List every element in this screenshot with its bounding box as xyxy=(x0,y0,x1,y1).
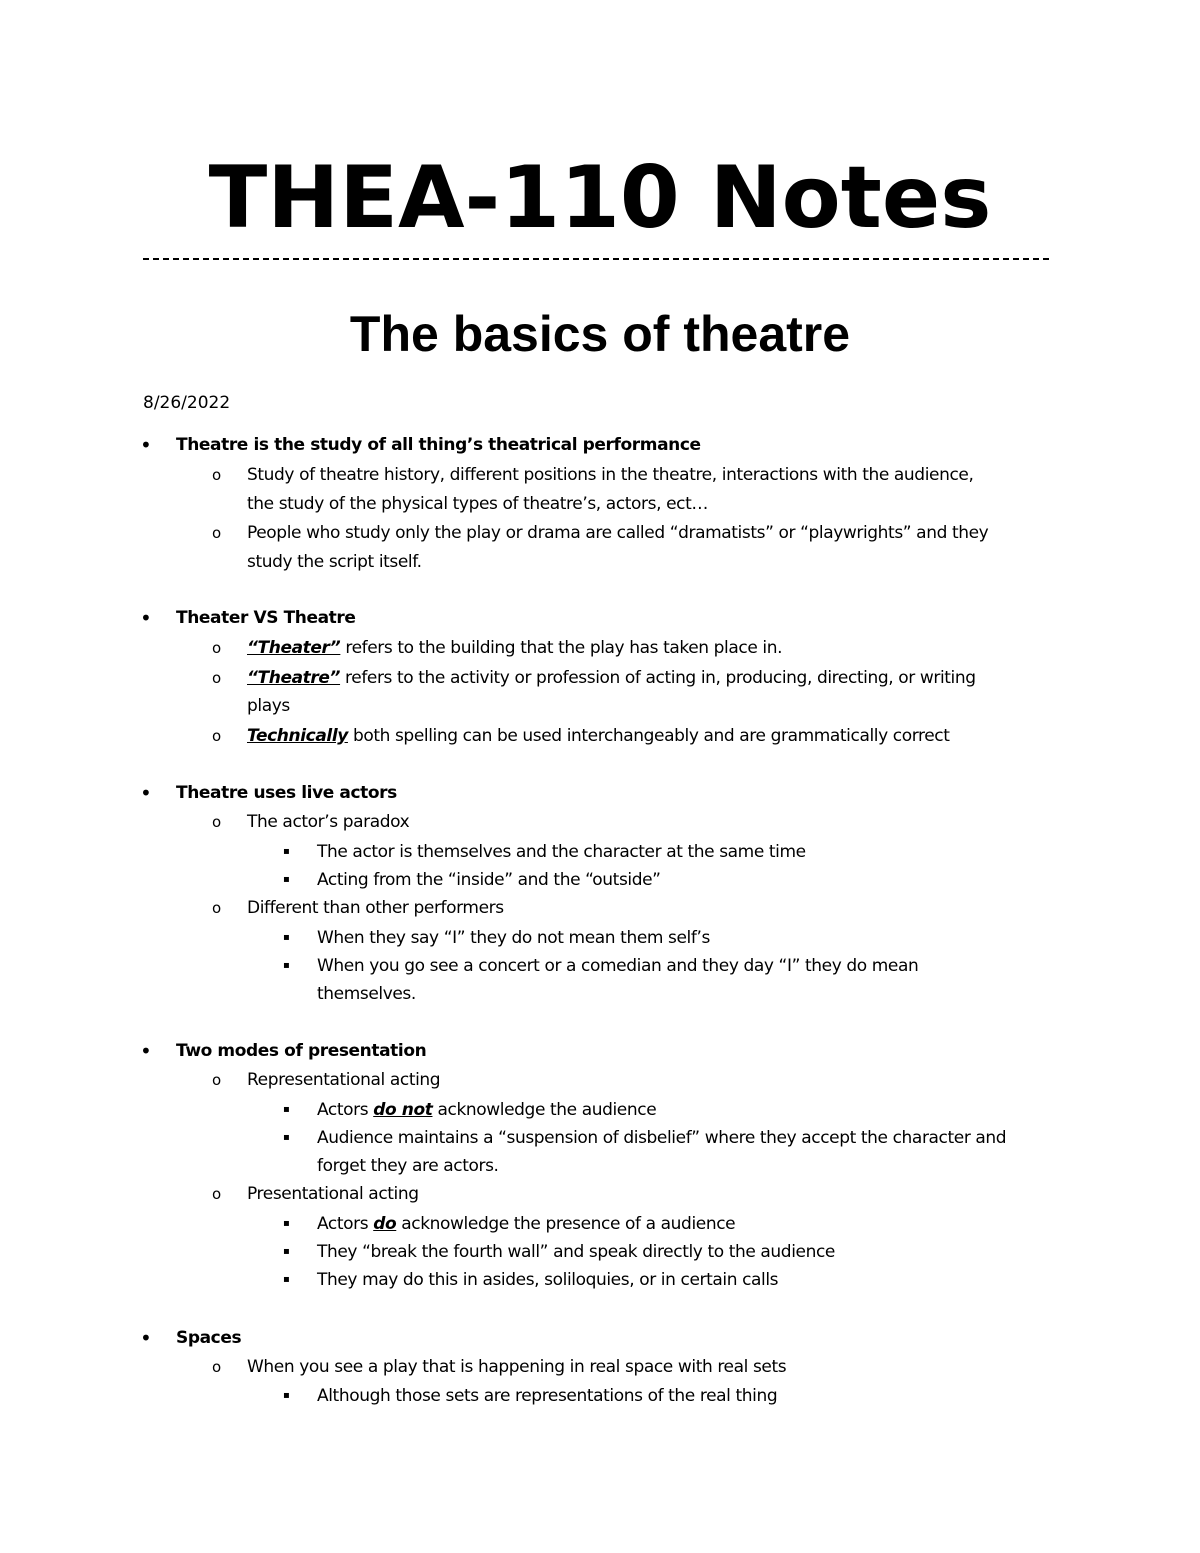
nested-item: They may do this in asides, soliloquies, or in certain calls xyxy=(317,1270,779,1290)
sub-bullet-marker: o xyxy=(212,669,222,687)
sub-bullet-marker: o xyxy=(212,813,222,831)
nested-item: When they say “I” they do not mean them self’s xyxy=(317,928,710,948)
sub-bullet-marker: o xyxy=(212,466,222,484)
list-item-line: plays xyxy=(247,696,290,716)
square-bullet-marker: ▪ xyxy=(283,932,290,943)
list-item-line: study the script itself. xyxy=(247,552,422,572)
list-item xyxy=(247,725,950,747)
section-heading: Spaces xyxy=(176,1328,242,1348)
list-item-line: The actor’s paradox xyxy=(247,812,410,832)
emphasis-term: do xyxy=(373,1214,397,1234)
page-title: THEA-110 Notes xyxy=(208,148,992,248)
text-segment: Actors xyxy=(317,1100,374,1120)
emphasis-term: do not xyxy=(373,1100,433,1120)
bullet-marker: • xyxy=(140,1039,152,1063)
square-bullet-marker: ▪ xyxy=(283,1132,290,1143)
bullet-marker: • xyxy=(140,606,152,630)
sub-bullet-marker: o xyxy=(212,1358,222,1376)
page-subtitle: The basics of theatre xyxy=(349,306,851,362)
square-bullet-marker: ▪ xyxy=(283,1274,290,1285)
sub-bullet-marker: o xyxy=(212,1071,222,1089)
sub-bullet-marker: o xyxy=(212,899,222,917)
section-heading: Theatre is the study of all thing’s theatrical performance xyxy=(176,435,701,455)
section-heading: Theater VS Theatre xyxy=(176,608,356,628)
list-item-line: When you see a play that is happening in real space with real sets xyxy=(247,1357,787,1377)
nested-item-line: forget they are actors. xyxy=(317,1156,499,1176)
list-item-line: Study of theatre history, different positions in the theatre, interactions with the audience, xyxy=(247,465,974,485)
square-bullet-marker: ▪ xyxy=(283,960,290,971)
text-segment: acknowledge the audience xyxy=(432,1100,657,1120)
list-item-text: refers to the activity or profession of acting in, producing, directing, or writing xyxy=(340,668,976,688)
text-segment: Actors xyxy=(317,1214,374,1234)
emphasis-term: “Theater” xyxy=(247,638,341,658)
nested-item: The actor is themselves and the character at the same time xyxy=(317,842,806,862)
nested-item: Acting from the “inside” and the “outside” xyxy=(317,870,661,890)
sub-bullet-marker: o xyxy=(212,524,222,542)
list-item-line: Different than other performers xyxy=(247,898,504,918)
emphasis-term: Technically xyxy=(247,726,348,746)
list-item-line: Representational acting xyxy=(247,1070,441,1090)
section-heading: Theatre uses live actors xyxy=(176,783,397,803)
nested-item: When you go see a concert or a comedian and they day “I” they do mean xyxy=(317,956,919,976)
square-bullet-marker: ▪ xyxy=(283,1104,290,1115)
note-date: 8/26/2022 xyxy=(143,393,231,413)
section-heading: Two modes of presentation xyxy=(176,1041,427,1061)
square-bullet-marker: ▪ xyxy=(283,874,290,885)
nested-item: Although those sets are representations of the real thing xyxy=(317,1386,778,1406)
bullet-marker: • xyxy=(140,433,152,457)
list-item xyxy=(247,637,782,659)
nested-item xyxy=(317,1213,735,1235)
nested-item-line: themselves. xyxy=(317,984,416,1004)
dashed-divider xyxy=(143,258,1049,260)
list-item-line: Presentational acting xyxy=(247,1184,419,1204)
square-bullet-marker: ▪ xyxy=(283,1246,290,1257)
list-item xyxy=(247,667,976,689)
nested-item xyxy=(317,1099,656,1121)
sub-bullet-marker: o xyxy=(212,639,222,657)
nested-item: They “break the fourth wall” and speak directly to the audience xyxy=(317,1242,835,1262)
square-bullet-marker: ▪ xyxy=(283,846,290,857)
square-bullet-marker: ▪ xyxy=(283,1218,290,1229)
bullet-marker: • xyxy=(140,781,152,805)
bullet-marker: • xyxy=(140,1326,152,1350)
nested-item: Audience maintains a “suspension of disbelief” where they accept the character and xyxy=(317,1128,1007,1148)
list-item-text: both spelling can be used interchangeably and are grammatically correct xyxy=(347,726,950,746)
text-segment: acknowledge the presence of a audience xyxy=(396,1214,736,1234)
square-bullet-marker: ▪ xyxy=(283,1390,290,1401)
list-item-line: the study of the physical types of theatre’s, actors, ect… xyxy=(247,494,708,514)
list-item-line: People who study only the play or drama are called “dramatists” or “playwrights” and they xyxy=(247,523,989,543)
sub-bullet-marker: o xyxy=(212,1185,222,1203)
emphasis-term: “Theatre” xyxy=(247,668,341,688)
sub-bullet-marker: o xyxy=(212,727,222,745)
list-item-text: refers to the building that the play has taken place in. xyxy=(340,638,783,658)
